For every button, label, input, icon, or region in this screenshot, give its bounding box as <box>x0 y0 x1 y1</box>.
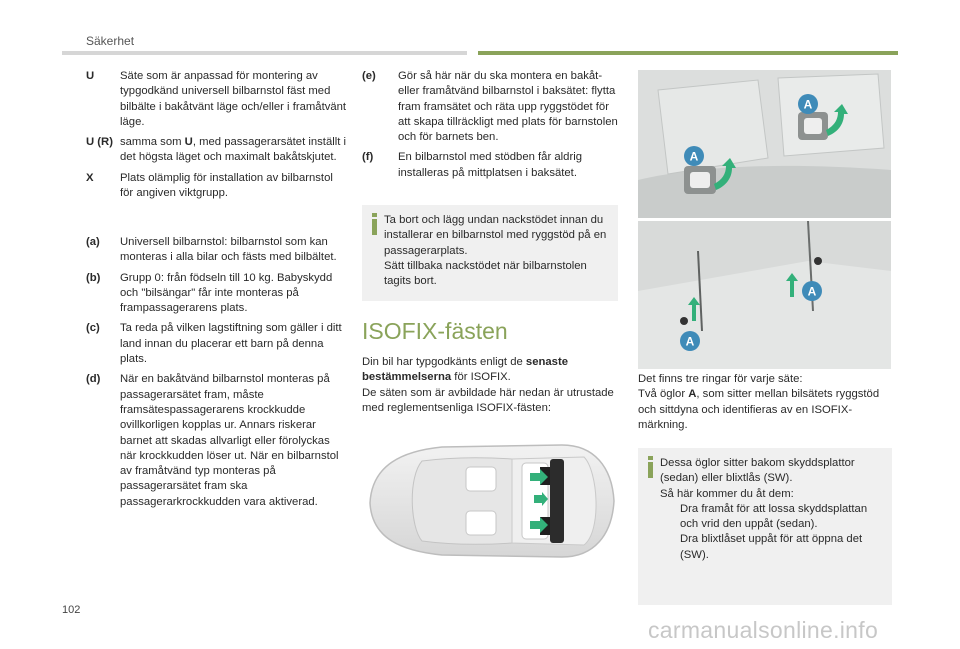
note-row-d <box>86 372 348 510</box>
header-rule-left <box>62 51 467 55</box>
note-row-e <box>362 69 618 145</box>
isofix-seat-photo-top <box>638 70 891 218</box>
note-row-b <box>86 271 348 317</box>
legend-term: U (R) <box>86 136 113 149</box>
info-box-headrest <box>362 205 618 301</box>
callout-label: A <box>689 149 699 164</box>
legend-row-x <box>86 171 348 202</box>
note-text: Universell bilbarnstol: bilbarnstol som kan monteras i alla bilar och fästs med bilbältet. <box>120 236 337 264</box>
info-text-1: Ta bort och lägg undan nackstödet innan du installerar en bilbarnstol med ryggstöd på en passagerarplats. <box>384 214 607 257</box>
note-row-f <box>362 150 618 181</box>
bullet-item <box>660 532 884 563</box>
page-number: 102 <box>62 604 81 616</box>
note-text: Grupp 0: från födseln till 10 kg. Babyskydd och "bilsängar" får inte monteras på frampassagerarens plats. <box>120 271 333 315</box>
legend-text: Plats olämplig för installation av bilbarnstol för angiven viktgrupp. <box>120 171 333 200</box>
note-text: En bilbarnstol med stödben får aldrig installeras på mittplatsen i baksätet. <box>398 151 582 179</box>
legend-term: U <box>86 70 95 82</box>
section-title: Säkerhet <box>86 34 135 48</box>
rings-line2-post: , som sitter mellan bilsätets ryggstöd och sittdyna och identifieras av en ISOFIX-märkning. <box>638 388 880 431</box>
car-top-view-illustration <box>362 437 618 565</box>
note-row-a <box>86 235 348 266</box>
isofix-heading: ISOFIX-fästen <box>362 318 508 344</box>
note-term: (b) <box>86 271 101 284</box>
rings-line1: Det finns tre ringar för varje säte: <box>638 373 803 385</box>
bullet-glyph <box>660 532 680 563</box>
note-text: Ta reda på vilken lagstiftning som gäller i ditt land innan du placerar ett barn på denna plats. <box>120 322 342 366</box>
isofix-intro <box>362 355 620 416</box>
isofix-intro-bold: senaste bestämmelserna <box>362 356 568 384</box>
seat-legend-list <box>86 69 348 206</box>
rings-line2 <box>638 387 894 433</box>
note-term: (a) <box>86 236 100 248</box>
rings-description <box>638 372 894 433</box>
info-box-access <box>638 448 892 605</box>
info-icon <box>644 456 658 478</box>
note-term: (c) <box>86 322 100 335</box>
callout-label: A <box>807 284 817 299</box>
info2-text-2: Så här kommer du åt dem: <box>660 487 794 500</box>
callout-label: A <box>685 334 695 349</box>
note-term: (e) <box>362 70 376 82</box>
note-term: (d) <box>86 373 101 386</box>
isofix-intro-line2: De säten som är avbildade här nedan är utrustade med reglementsenliga ISOFIX-fästen: <box>362 386 614 414</box>
header-rule-right <box>478 51 898 55</box>
legend-term: X <box>86 171 94 184</box>
isofix-intro-pre: Din bil har typgodkänts enligt de <box>362 356 526 368</box>
rings-line2-pre: Två öglor <box>638 388 689 401</box>
note-term: (f) <box>362 151 374 164</box>
info-text-2: Sätt tillbaka nackstödet när bilbarnstolen tagits bort. <box>384 259 587 288</box>
isofix-intro-line1 <box>362 355 620 386</box>
bullet-item <box>660 502 884 533</box>
legend-row-ur <box>86 135 348 166</box>
bullet-text: Dra blixtlåset uppåt för att öppna det (SW). <box>680 533 863 561</box>
bullet-glyph <box>660 502 680 533</box>
watermark: carmanualsonline.info <box>648 617 879 643</box>
legend-text-post: , med passagerarsätet inställt i det högsta läget och maximalt bakåtskjutet. <box>120 136 347 164</box>
legend-text <box>120 135 348 166</box>
note-text: När en bakåtvänd bilbarnstol monteras på passagerarsätet fram, måste framsätespassagerarens krockkudde ovillkorligen kopplas ur. Annars riskerar barnet att skadas allvarligt eller förolyckas när krockkudden löser ut. När en bilbarnstol av framåtvänd typ monteras på passagerarsätet fram ska passagerarkrockkudden vara aktiverad. <box>120 373 339 508</box>
isofix-intro-post: för ISOFIX. <box>451 371 511 384</box>
legend-text: Säte som är anpassad för montering av typgodkänd universell bilbarnstol fäst med bilbälte i bakåtvänt läge och/eller i framåtvänt läge. <box>120 70 347 128</box>
callout-label: A <box>803 97 813 112</box>
bullet-text: Dra framåt för att lossa skyddsplattan och vrid den uppåt (sedan). <box>680 502 868 531</box>
rings-line2-bold: A <box>688 388 697 401</box>
note-row-c <box>86 321 348 367</box>
info2-text-1: Dessa öglor sitter bakom skyddsplattor (sedan) eller blixtlås (SW). <box>660 457 855 485</box>
notes-list-left <box>86 235 348 515</box>
legend-row-u <box>86 69 348 130</box>
notes-list-middle <box>362 69 618 186</box>
info-icon <box>368 213 382 235</box>
legend-text-pre: samma som <box>120 136 185 149</box>
legend-text-bold: U <box>184 136 193 149</box>
note-text: Gör så här när du ska montera en bakåt- eller framåtvänd bilbarnstol i baksätet: flytta fram framsätet och räta upp ryggstödet för att skapa tillräckligt med plats för barnstolen och för barnets ben. <box>398 70 618 144</box>
isofix-seat-photo-bottom <box>638 221 891 369</box>
